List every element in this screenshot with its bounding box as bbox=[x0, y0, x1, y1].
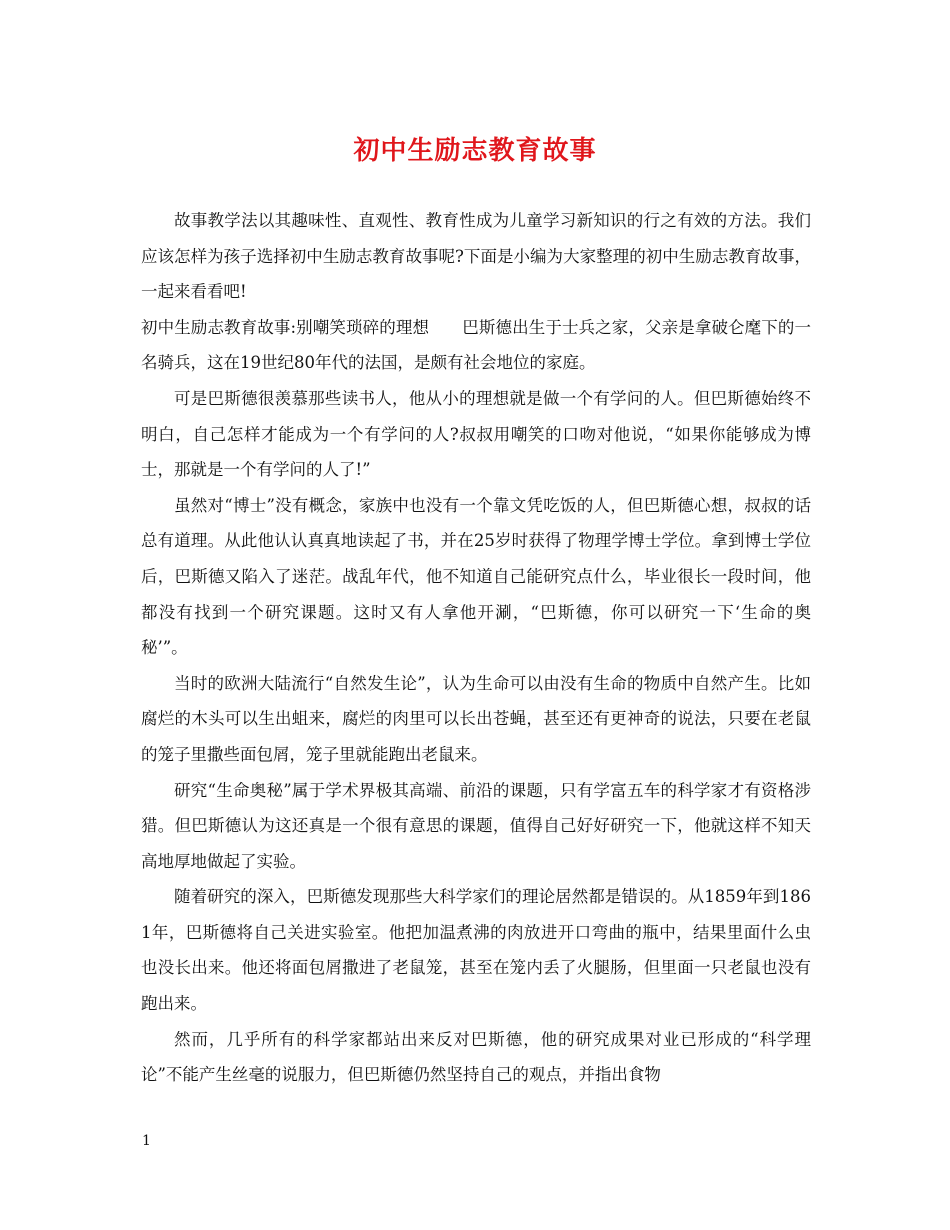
document-body bbox=[141, 203, 811, 1093]
paragraph: 研究“生命奥秘”属于学术界极其高端、前沿的课题，只有学富五车的科学家才有资格涉猎。但巴斯德认为这还真是一个很有意思的课题，值得自己好好研究一下，他就这样不知天高地厚地做起了实验。 bbox=[141, 780, 811, 871]
document-title: 初中生励志教育故事 bbox=[353, 136, 597, 166]
paragraph: 当时的欧洲大陆流行“自然发生论”，认为生命可以由没有生命的物质中自然产生。比如腐烂的木头可以生出蛆来，腐烂的肉里可以长出苍蝇，甚至还有更神奇的说法，只要在老鼠的笼子里撒些面包屑，笼子里就能跑出老鼠来。 bbox=[141, 673, 811, 764]
paragraph-story-heading: 初中生励志教育故事:别嘲笑琐碎的理想 巴斯德出生于士兵之家，父亲是拿破仑麾下的一名骑兵，这在19世纪80年代的法国，是颇有社会地位的家庭。 bbox=[141, 317, 811, 373]
paragraph: 虽然对“博士”没有概念，家族中也没有一个靠文凭吃饭的人，但巴斯德心想，叔叔的话总有道理。从此他认认真真地读起了书，并在25岁时获得了物理学博士学位。拿到博士学位后，巴斯德又陷入了迷茫。战乱年代，他不知道自己能研究点什么，毕业很长一段时间，他都没有找到一个研究课题。这时又有人拿他开涮，“巴斯德，你可以研究一下‘生命的奥秘’”。 bbox=[141, 495, 811, 658]
paragraph: 可是巴斯德很羡慕那些读书人，他从小的理想就是做一个有学问的人。但巴斯德始终不明白，自己怎样才能成为一个有学问的人?叔叔用嘲笑的口吻对他说，“如果你能够成为博士，那就是一个有学问的人了!” bbox=[141, 388, 811, 480]
paragraph: 随着研究的深入，巴斯德发现那些大科学家们的理论居然都是错误的。从1859年到1861年，巴斯德将自己关进实验室。他把加温煮沸的肉放进开口弯曲的瓶中，结果里面什么虫也没长出来。他还将面包屑撒进了老鼠笼，甚至在笼内丢了火腿肠，但里面一只老鼠也没有跑出来。 bbox=[141, 887, 811, 1014]
paragraph-intro: 故事教学法以其趣味性、直观性、教育性成为儿童学习新知识的行之有效的方法。我们应该怎样为孩子选择初中生励志教育故事呢?下面是小编为大家整理的初中生励志教育故事，一起来看看吧! bbox=[141, 211, 811, 302]
page-number: 1 bbox=[142, 1133, 151, 1149]
paragraph: 然而，几乎所有的科学家都站出来反对巴斯德，他的研究成果对业已形成的“科学理论”不能产生丝毫的说服力，但巴斯德仍然坚持自己的观点，并指出食物 bbox=[141, 1029, 811, 1085]
